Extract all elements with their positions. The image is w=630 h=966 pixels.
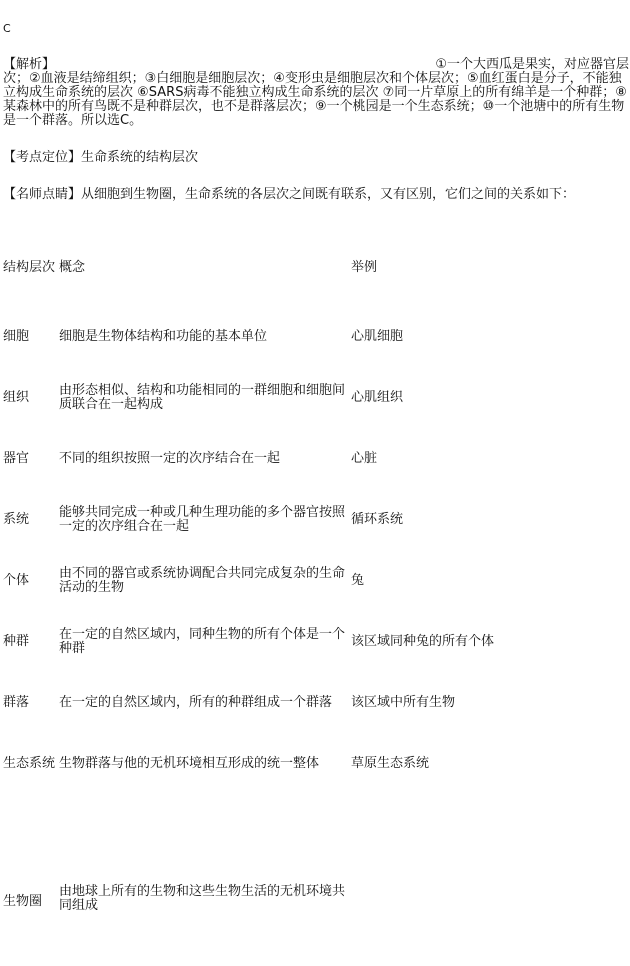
analysis-first-line: ①一个大西瓜是果实，对应器官层 — [435, 57, 629, 72]
example-cell: 该区域中所有生物 — [351, 694, 456, 710]
concept-cell: 在一定的自然区域内，同种生物的所有个体是一个种群 — [59, 626, 346, 656]
table-row — [3, 306, 623, 367]
level-cell: 生态系统 — [3, 755, 56, 771]
tip-label: 【名师点睛】 — [3, 187, 82, 202]
example-cell: 循环系统 — [351, 511, 404, 527]
concept-cell: 由形态相似、结构和功能相同的一群细胞和细胞间质联合在一起构成 — [59, 382, 346, 412]
level-cell: 种群 — [3, 633, 30, 649]
topic-label: 【考点定位】 — [3, 150, 82, 165]
topic-section — [3, 151, 198, 165]
example-cell — [351, 794, 623, 966]
example-cell: 兔 — [351, 572, 365, 588]
concept-cell: 能够共同完成一种或几种生理功能的多个器官按照一定的次序组合在一起 — [59, 504, 346, 534]
level-cell: 细胞 — [3, 328, 30, 344]
example-cell: 草原生态系统 — [351, 755, 430, 771]
header-example: 举例 — [351, 260, 378, 275]
analysis-label: 【解析】 — [3, 57, 56, 72]
tip-section — [3, 188, 629, 202]
concept-cell: 细胞是生物体结构和功能的基本单位 — [59, 328, 268, 344]
example-cell: 心脏 — [351, 450, 378, 466]
table-row — [3, 794, 623, 966]
concept-cell: 生物群落与他的无机环境相互形成的统一整体 — [59, 755, 320, 771]
table-row — [3, 428, 623, 489]
table-row — [3, 672, 623, 733]
level-cell: 系统 — [3, 511, 30, 527]
level-cell: 器官 — [3, 450, 30, 466]
header-level: 结构层次 — [3, 260, 56, 275]
concept-cell: 由不同的器官或系统协调配合共同完成复杂的生命活动的生物 — [59, 565, 346, 595]
level-cell: 个体 — [3, 572, 30, 588]
analysis-header-line — [3, 58, 629, 72]
table-row — [3, 489, 623, 550]
example-cell: 该区域同种兔的所有个体 — [351, 633, 495, 649]
concept-cell: 不同的组织按照一定的次序结合在一起 — [59, 450, 281, 466]
level-cell: 组织 — [3, 389, 30, 405]
table-row — [3, 733, 623, 794]
concept-cell: 由地球上所有的生物和这些生物生活的无机环境共同组成 — [59, 883, 346, 913]
level-cell: 生物圈 — [3, 894, 43, 909]
example-cell: 心肌组织 — [351, 389, 404, 405]
header-concept: 概念 — [59, 260, 86, 275]
table-row — [3, 611, 623, 672]
table-row — [3, 367, 623, 428]
answer-text: C — [3, 22, 11, 35]
analysis-section — [3, 58, 629, 128]
structure-levels-table — [3, 230, 623, 966]
table-row — [3, 550, 623, 611]
example-cell: 心肌细胞 — [351, 328, 404, 344]
topic-text: 生命系统的结构层次 — [81, 150, 199, 165]
tip-text: 从细胞到生物圈，生命系统的各层次之间既有联系，又有区别，它们之间的关系如下： — [81, 187, 576, 202]
concept-cell: 在一定的自然区域内，所有的种群组成一个群落 — [59, 694, 333, 710]
table-header-row — [3, 230, 623, 306]
level-cell: 群落 — [3, 694, 30, 710]
analysis-body: 次；②血液是结缔组织；③白细胞是细胞层次；④变形虫是细胞层次和个体层次；⑤血红蛋白是分子，不能独立构成生命系统的层次 ⑥SARS病毒不能独立构成生命系统的层次 ⑦同一片草原上的所有绵羊是一个种群；⑧某森林中的所有鸟既不是种群层次，也不是群落层次；⑨一个桃园是一个生态系统；⑩一个池塘中的所有生物是一个群落。所以选C。 — [3, 71, 627, 128]
